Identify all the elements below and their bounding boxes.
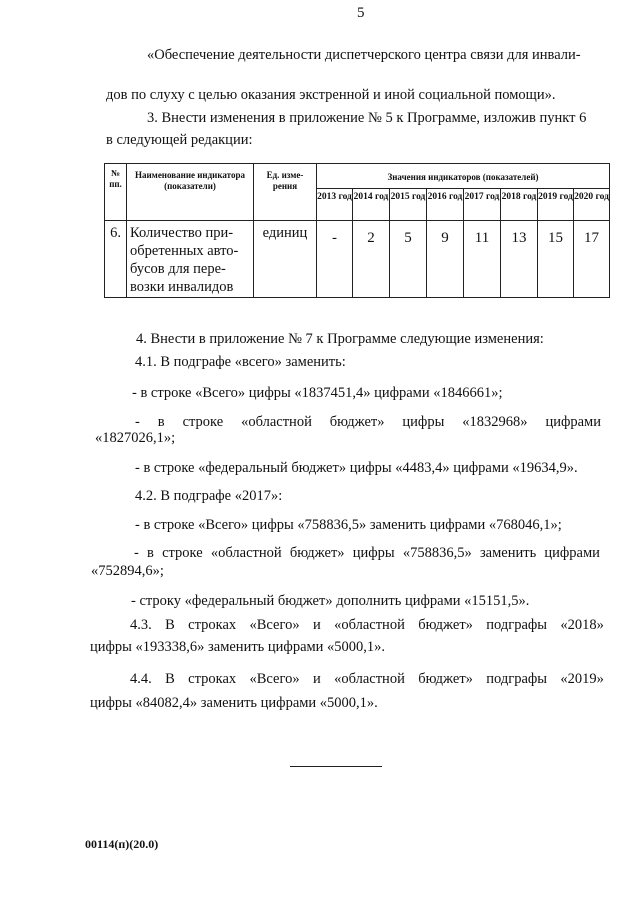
paragraph-3: 4. Внести в приложение № 7 к Программе следующие изменения: bbox=[136, 331, 544, 347]
word: подграфы bbox=[486, 617, 548, 633]
row-name-line: возки инвалидов bbox=[130, 279, 234, 295]
word: «2019» bbox=[560, 671, 604, 687]
word: «Всего» bbox=[249, 617, 300, 633]
year-2017: 2017 год bbox=[464, 189, 501, 221]
word: 4.4. bbox=[130, 671, 152, 687]
separator-line bbox=[290, 766, 382, 767]
paragraph-6-line-2: «1827026,1»; bbox=[95, 430, 176, 446]
word: бюджет» bbox=[418, 671, 473, 687]
row-name-line: обретенных авто- bbox=[130, 243, 239, 259]
row-indicator-name bbox=[127, 221, 254, 298]
word: «областной bbox=[334, 671, 405, 687]
word: в bbox=[157, 414, 165, 430]
paragraph-7: - в строке «федеральный бюджет» цифры «4483,4» цифрами «19634,9». bbox=[135, 460, 578, 476]
word: строке bbox=[162, 545, 203, 561]
table-row bbox=[105, 221, 610, 298]
value-2018: 13 bbox=[501, 221, 538, 298]
word: 4.3. bbox=[130, 617, 152, 633]
header-indicator-name: Наименование индикатора (показатели) bbox=[127, 164, 254, 221]
value-2015: 5 bbox=[390, 221, 427, 298]
paragraph-13-line-2: цифры «84082,4» заменить цифрами «5000,1». bbox=[90, 695, 378, 711]
word: заменить bbox=[479, 545, 537, 561]
word: цифрами bbox=[545, 414, 601, 430]
year-2018: 2018 год bbox=[501, 189, 538, 221]
paragraph-2-line-2: в следующей редакции: bbox=[106, 132, 253, 148]
word: «областной bbox=[334, 617, 405, 633]
paragraph-11: - строку «федеральный бюджет» дополнить цифрами «15151,5». bbox=[131, 593, 530, 609]
paragraph-6-line-1 bbox=[135, 413, 601, 431]
word: В bbox=[165, 671, 175, 687]
paragraph-1-line-2: дов по слуху с целью оказания экстренной и иной социальной помощи». bbox=[106, 87, 556, 103]
value-2017: 11 bbox=[464, 221, 501, 298]
row-name-line: Количество при- bbox=[130, 225, 234, 241]
word: и bbox=[312, 671, 321, 687]
paragraph-5: - в строке «Всего» цифры «1837451,4» цифрами «1846661»; bbox=[132, 385, 503, 401]
year-2016: 2016 год bbox=[427, 189, 464, 221]
year-2019: 2019 год bbox=[538, 189, 574, 221]
word: и bbox=[312, 617, 321, 633]
year-2014: 2014 год bbox=[353, 189, 390, 221]
header-number: № пп. bbox=[105, 164, 127, 221]
word: - bbox=[134, 545, 139, 561]
row-name-line: бусов для пере- bbox=[130, 261, 226, 277]
word: «Всего» bbox=[249, 671, 300, 687]
row-unit: единиц bbox=[254, 221, 317, 298]
paragraph-2-line-1: 3. Внести изменения в приложение № 5 к Программе, изложив пункт 6 bbox=[147, 110, 587, 126]
word: строках bbox=[188, 617, 237, 633]
value-2013: - bbox=[317, 221, 353, 298]
word: в bbox=[147, 545, 154, 561]
word: В bbox=[165, 617, 175, 633]
row-number: 6. bbox=[105, 221, 127, 298]
indicator-table bbox=[104, 163, 610, 298]
word: «1832968» bbox=[462, 414, 528, 430]
paragraph-4: 4.1. В подграфе «всего» заменить: bbox=[135, 354, 346, 370]
paragraph-8: 4.2. В подграфе «2017»: bbox=[135, 488, 283, 504]
word: «2018» bbox=[560, 617, 604, 633]
value-2019: 15 bbox=[538, 221, 574, 298]
year-2015: 2015 год bbox=[390, 189, 427, 221]
word: строках bbox=[188, 671, 237, 687]
word: цифры bbox=[352, 545, 395, 561]
year-2020: 2020 год bbox=[574, 189, 610, 221]
value-2020: 17 bbox=[574, 221, 610, 298]
year-2013: 2013 год bbox=[317, 189, 353, 221]
word: цифры bbox=[402, 414, 445, 430]
paragraph-13-line-1 bbox=[130, 670, 604, 688]
word: цифрами bbox=[544, 545, 600, 561]
page-number: 5 bbox=[357, 5, 365, 21]
word: бюджет» bbox=[329, 414, 385, 430]
word: «областной bbox=[241, 414, 312, 430]
word: - bbox=[135, 414, 140, 430]
paragraph-12-line-2: цифры «193338,6» заменить цифрами «5000,1». bbox=[90, 639, 386, 655]
header-indicator-values: Значения индикаторов (показателей) bbox=[317, 164, 610, 189]
paragraph-10-line-1 bbox=[134, 544, 600, 562]
word: бюджет» bbox=[289, 545, 345, 561]
paragraph-1-line-1: «Обеспечение деятельности диспетчерского центра связи для инвали- bbox=[147, 47, 581, 63]
value-2014: 2 bbox=[353, 221, 390, 298]
word: «областной bbox=[210, 545, 282, 561]
word: строке bbox=[182, 414, 224, 430]
word: подграфы bbox=[486, 671, 548, 687]
header-unit: Ед. изме- рения bbox=[254, 164, 317, 221]
word: бюджет» bbox=[418, 617, 473, 633]
paragraph-12-line-1 bbox=[130, 616, 604, 634]
paragraph-10-line-2: «752894,6»; bbox=[91, 563, 164, 579]
value-2016: 9 bbox=[427, 221, 464, 298]
document-code: 00114(п)(20.0) bbox=[85, 837, 159, 851]
paragraph-9: - в строке «Всего» цифры «758836,5» заменить цифрами «768046,1»; bbox=[135, 517, 562, 533]
word: «758836,5» bbox=[402, 545, 472, 561]
